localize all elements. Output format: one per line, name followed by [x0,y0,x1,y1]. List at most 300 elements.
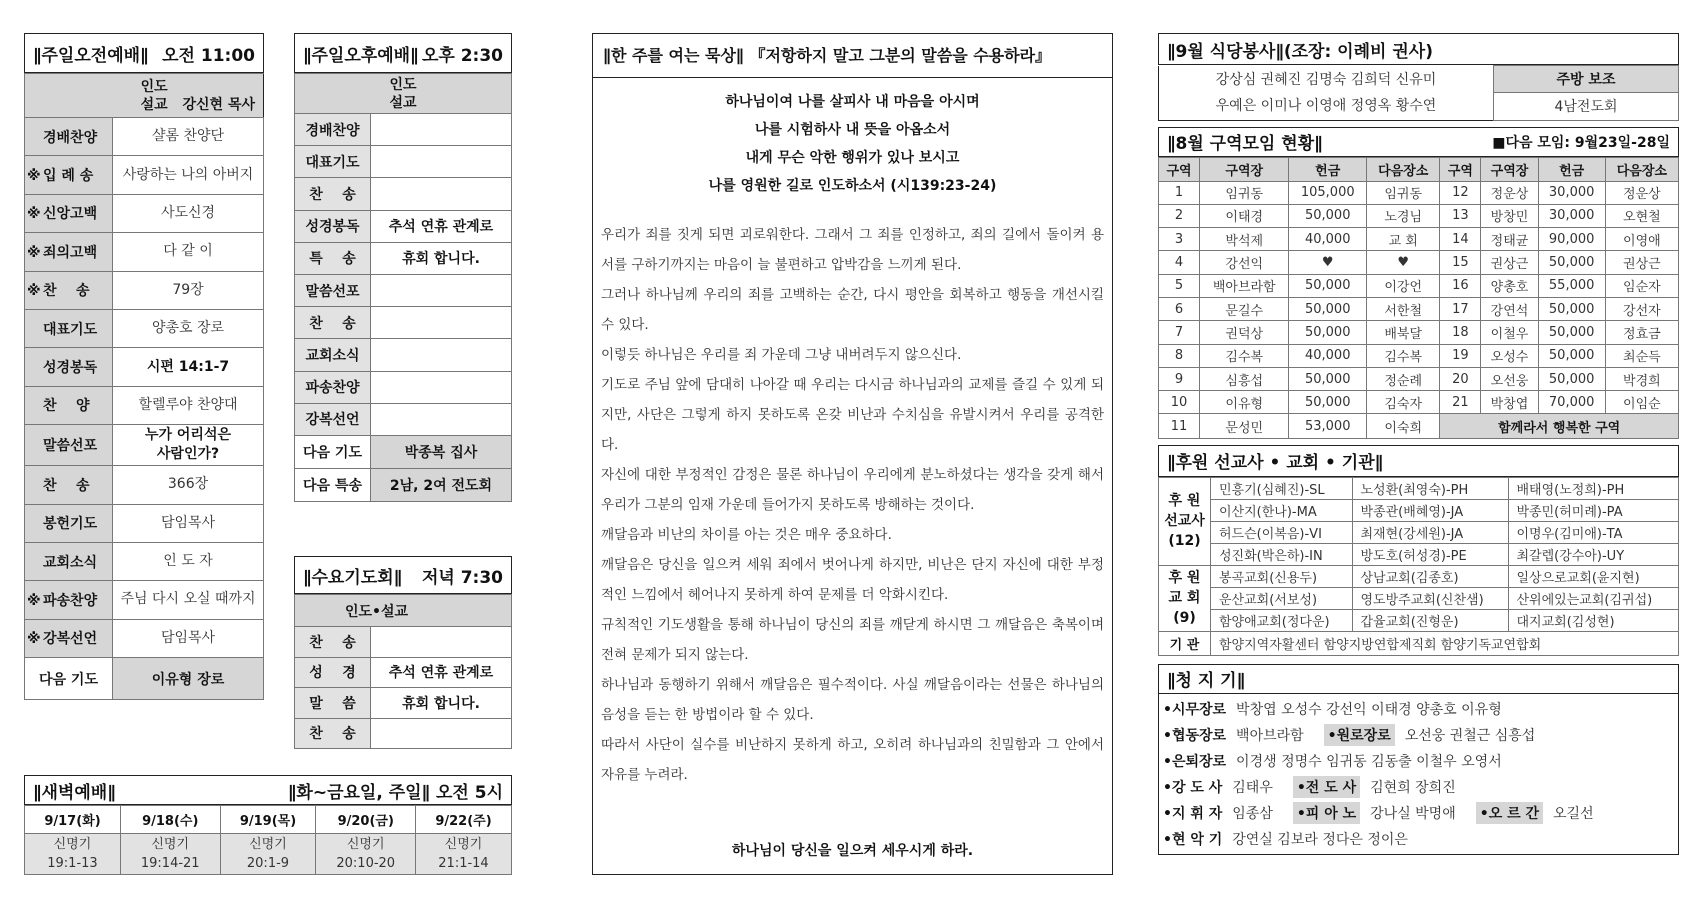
dawn-header [24,775,512,805]
district-cell: 10 [1159,391,1200,414]
district-cell: 정운상 [1605,181,1678,204]
support-row [1159,521,1679,543]
district-cell: 50,000 [1289,391,1367,414]
district-cell: 이태경 [1200,204,1289,227]
kitchen-title: ∥9월 식당봉사∥(조장: 이례비 권사) [1158,33,1679,65]
afternoon-row-value: 추석 연휴 관계로 [371,210,512,242]
meditation-paragraph: 따라서 사단이 실수를 비난하지 못하게 하고, 오히려 하나님과의 친밀함과 그 안에서 자유를 누려라. [601,737,1104,783]
district-cell: 50,000 [1289,367,1367,390]
morning-row-value: 주님 다시 오실 때까지 [113,581,264,619]
afternoon-rows [295,114,512,436]
wednesday-leader-label: 인도•설교 [295,595,512,627]
district-cell: 오현철 [1605,204,1678,227]
cleaning-names: 김현희 장희진 [1370,779,1456,796]
support-item: 대지교회(김성현) [1508,609,1679,631]
district-cell: 12 [1440,181,1481,204]
morning-title: ∥주일오전예배∥ [33,45,149,66]
district-cell: 13 [1440,204,1481,227]
dawn-verse: 21:1-14 [438,856,489,871]
morning-row-value: 샬롬 찬양단 [113,118,264,156]
dawn-time: ∥화~금요일, 주일∥ 오전 5시 [287,782,503,803]
cleaning-role: •협동장로 [1163,727,1227,744]
cleaning-row [1163,696,1674,722]
afternoon-row-value [371,307,512,339]
dawn-date: 9/19(목) [220,806,316,834]
morning-row-value: 할렐루야 찬양대 [113,386,264,424]
poem-line: 나를 시험하사 내 뜻을 아옵소서 [754,122,951,138]
district-cell: 16 [1440,274,1481,297]
support-missionaries [1159,477,1679,565]
district-cell: 50,000 [1538,321,1605,344]
morning-rows [25,118,264,658]
morning-row [25,118,264,156]
district-cell: 권상근 [1605,251,1678,274]
district-cell: 정순례 [1367,367,1440,390]
afternoon-row-label: 파송찬양 [295,371,371,403]
morning-leader-row [25,74,264,118]
district-cell: 이철우 [1481,321,1538,344]
district-cell: 강선익 [1200,251,1289,274]
poem-line: 하나님이여 나를 살피사 내 마음을 아시며 [725,94,980,110]
support-item: 민흥기(심혜진)-SL [1211,477,1353,499]
district-last-offering: 53,000 [1289,414,1367,439]
district-row [1159,228,1679,251]
meditation-paragraph: 깨달음은 당신을 일으켜 세워 죄에서 벗어나게 하지만, 비난은 단지 자신에 대한 부정적인 느낌에서 헤어나지 못하게 하여 문제를 더 악화시킨다. [601,557,1104,603]
afternoon-service [294,33,512,502]
cleaning-row [1163,774,1674,800]
morning-row [25,194,264,232]
wednesday-row-label: 찬 송 [295,718,371,749]
kitchen-names-2: 우예은 이미나 이영애 정영옥 황수연 [1215,97,1437,114]
support-row [1159,477,1679,499]
support-churches [1159,565,1679,631]
kitchen-helper-value: 4남전도회 [1494,93,1679,120]
district-header-cell: 구역장 [1200,157,1289,181]
meditation-paragraph: 규칙적인 기도생활을 통해 하나님이 당신의 죄를 깨닫게 하시면 그 깨달음은 축복이며 전혀 문제가 되지 않는다. [601,617,1104,663]
district-cell: 문길수 [1200,297,1289,320]
cleaning-row [1163,800,1674,826]
meditation-paragraph: 우리가 죄를 짓게 되면 괴로워한다. 그래서 그 죄를 인정하고, 죄의 길에서 돌이켜 용서를 구하기까지는 마음이 늘 불편하고 압박감을 느끼게 된다. [601,227,1104,273]
district-cell: 오성수 [1481,344,1538,367]
morning-time: 오전 11:00 [162,45,255,66]
wednesday-header [294,556,512,594]
district-cell: 심흥섭 [1200,367,1289,390]
morning-service [24,33,264,700]
support-item: 최갈렙(강수아)-UY [1508,543,1679,565]
morning-row-label: 대표기도 [43,321,98,338]
afternoon-row-label: 성경봉독 [295,210,371,242]
cleaning-role: •오 르 간 [1476,802,1543,824]
cleaning-names: 강나실 박명애 [1370,805,1456,822]
morning-row-label-cell [25,233,113,271]
district-cell: 9 [1159,367,1200,390]
cleaning-names: 오길선 [1553,805,1594,822]
district-row [1159,297,1679,320]
support-item: 배태영(노정희)-PH [1508,477,1679,499]
district-cell: 김수복 [1200,344,1289,367]
morning-row [25,581,264,619]
district-cell: 105,000 [1289,181,1367,204]
district-cell: 30,000 [1538,181,1605,204]
dawn-book: 신명기 [444,837,483,852]
morning-row-label: 찬 송 [43,477,90,494]
morning-row-value: 366장 [113,466,264,504]
dawn-reading [316,834,416,875]
dawn-reading [220,834,316,875]
afternoon-time: 오후 2:30 [421,45,503,66]
district-head-row [1159,157,1679,181]
district-row [1159,274,1679,297]
district-cell: 임순자 [1605,274,1678,297]
afternoon-row-value: 휴회 합니다. [371,242,512,274]
cleaning-role: •강 도 사 [1163,779,1223,796]
district-cell: 이임순 [1605,391,1678,414]
meditation-paragraph: 이렇듯 하나님은 우리를 죄 가운데 그냥 내버려두지 않으신다. [601,347,962,363]
morning-row-value: 사도신경 [113,194,264,232]
meditation-paragraph: 자신에 대한 부정적인 감정은 물론 하나님이 우리에게 분노하셨다는 생각을 갖게 해서 우리가 그분의 임재 가운데 들어가지 못하도록 방해하는 것이다. [601,467,1104,513]
district-cell: 50,000 [1289,204,1367,227]
morning-leader: 강신현 목사 [182,96,255,113]
district-next: ■다음 모임: 9월23일-28일 [1492,134,1670,151]
afternoon-table [294,73,512,502]
district-cell: 권덕상 [1200,321,1289,344]
morning-leader-label: 인도 설교 [140,78,168,113]
cleaning-title: ∥청 지 기∥ [1158,664,1679,694]
meditation-paragraph: 깨달음과 비난의 차이를 아는 것은 매우 중요하다. [601,527,892,543]
morning-row-label: 말씀선포 [43,438,98,455]
support-item: 박종민(허미례)-PA [1508,499,1679,521]
wednesday-row-label: 말 씀 [295,688,371,719]
dawn-service [24,775,512,875]
district-header-cell: 다음장소 [1605,157,1678,181]
morning-row-label: 파송찬양 [43,592,98,609]
dawn-book: 신명기 [346,837,385,852]
dawn-date: 9/20(금) [316,806,416,834]
morning-row [25,271,264,309]
afternoon-next1-value: 박종복 집사 [371,435,512,468]
morning-header [24,33,264,73]
support-item: 방도호(허성경)-PE [1352,543,1508,565]
morning-row-value: 양총호 장로 [113,309,264,347]
rise-mark: ※ [27,244,41,261]
district-cell: 강선자 [1605,297,1678,320]
district-cell: 양총호 [1481,274,1538,297]
afternoon-row [295,307,512,339]
morning-row-value: 79장 [113,271,264,309]
district-last-place: 이숙희 [1367,414,1440,439]
afternoon-row [295,114,512,146]
district-cell: 50,000 [1538,367,1605,390]
district-header-cell: 구역장 [1481,157,1538,181]
district-cell: 30,000 [1538,204,1605,227]
morning-row-label: 경배찬양 [43,129,98,146]
support-item: 영도방주교회(신찬샘) [1352,587,1508,609]
support-item: 허드슨(이복음)-VI [1211,521,1353,543]
dawn-reads-row [25,834,512,875]
district-last-num: 11 [1159,414,1200,439]
district-cell: 교 회 [1367,228,1440,251]
district-cell: 이유형 [1200,391,1289,414]
meditation-paragraph: 그러나 하나님께 우리의 죄를 고백하는 순간, 다시 평안을 회복하고 행동을 개선시킬 수 있다. [601,287,1104,333]
afternoon-row-label: 대표기도 [295,146,371,178]
dawn-book: 신명기 [53,837,92,852]
district-row [1159,367,1679,390]
morning-row-label-cell [25,581,113,619]
dawn-dates-row [25,806,512,834]
dawn-date: 9/18(수) [120,806,220,834]
wednesday-row-value [371,718,512,749]
kitchen-helper-label: 주방 보조 [1494,66,1679,93]
district-header-cell: 헌금 [1538,157,1605,181]
support-row [1159,587,1679,609]
morning-row-label-cell [25,619,113,657]
morning-row-value: 다 같 이 [113,233,264,271]
morning-row-value: 사랑하는 나의 아버지 [113,156,264,194]
afternoon-row-value [371,114,512,146]
morning-row-label-cell [25,156,113,194]
district-cell: 박경희 [1605,367,1678,390]
morning-row-label-cell [25,118,113,156]
district-cell: 이강언 [1367,274,1440,297]
district-cell: 40,000 [1289,228,1367,251]
district-cell: 이영애 [1605,228,1678,251]
district-last-row [1159,414,1679,439]
district-cell: 7 [1159,321,1200,344]
right-column [1158,33,1679,855]
district-cell: 18 [1440,321,1481,344]
poem-line: 내게 무슨 악한 행위가 있나 보시고 [745,150,960,166]
dawn-reading [416,834,512,875]
cleaning-names: 이경생 정명수 임귀동 김동출 이철우 오영서 [1236,753,1502,770]
afternoon-title: ∥주일오후예배∥ [303,45,419,66]
afternoon-row-label: 강복선언 [295,403,371,435]
district-cell: 19 [1440,344,1481,367]
wednesday-row [295,718,512,749]
district-cell: 1 [1159,181,1200,204]
dawn-verse: 19:14-21 [140,856,200,871]
kitchen-names [1159,66,1494,121]
morning-row [25,386,264,424]
morning-row-value: 인 도 자 [113,542,264,580]
morning-row-value: 담임목사 [113,504,264,542]
morning-row [25,504,264,542]
afternoon-next1-label: 다음 기도 [295,435,371,468]
district-cell: 서한철 [1367,297,1440,320]
district-cell: 임귀동 [1200,181,1289,204]
morning-row-label: 교회소식 [43,554,98,571]
dawn-book: 신명기 [151,837,190,852]
district-cell: 정태균 [1481,228,1538,251]
support-item: 상남교회(김종호) [1352,565,1508,587]
wednesday-row-label: 찬 송 [295,627,371,658]
wednesday-title: ∥수요기도회∥ [303,567,403,588]
morning-row-label-cell [25,271,113,309]
dawn-verse: 20:10-20 [336,856,396,871]
morning-next-value: 이유형 장로 [113,658,264,700]
cleaning-row [1163,748,1674,774]
district-cell: 50,000 [1538,251,1605,274]
afternoon-leader-label: 인도 설교 [295,74,512,114]
morning-row-label-cell [25,504,113,542]
district-cell: 6 [1159,297,1200,320]
district-table [1158,157,1679,439]
kitchen-names-1: 강상심 권혜진 김명숙 김희덕 신유미 [1215,71,1437,88]
district-header-cell: 헌금 [1289,157,1367,181]
district-cell: 14 [1440,228,1481,251]
afternoon-row-label: 경배찬양 [295,114,371,146]
cleaning-names: 김태우 [1232,779,1273,796]
morning-row-label: 봉헌기도 [43,516,98,533]
support-row [1159,499,1679,521]
district-row [1159,344,1679,367]
wednesday-time: 저녁 7:30 [421,567,503,588]
district-cell: 임귀동 [1367,181,1440,204]
district-cell: 강연석 [1481,297,1538,320]
cleaning-rows [1158,694,1679,855]
district-cell: 50,000 [1538,344,1605,367]
meditation-closing: 하나님이 당신을 일으켜 세우시게 하라. [731,843,974,859]
district-cell: 4 [1159,251,1200,274]
wednesday-table [294,594,512,749]
district-rows [1159,181,1679,414]
support-org-label: 기 관 [1159,631,1211,655]
cleaning-names: 박창엽 오성수 강선익 이태경 양총호 이유형 [1236,701,1502,718]
support-item: 성진화(박은하)-IN [1211,543,1353,565]
morning-row-label: 찬 양 [43,398,90,415]
meditation [592,33,1113,875]
support-item: 함양애교회(정다운) [1211,609,1353,631]
afternoon-row-value [371,274,512,306]
district-cell: 백아브라함 [1200,274,1289,297]
afternoon-row [295,371,512,403]
district-header [1158,127,1679,157]
morning-row [25,156,264,194]
afternoon-row-label: 찬 송 [295,307,371,339]
district-cell: 50,000 [1289,297,1367,320]
rise-mark: ※ [27,206,41,223]
afternoon-next2-value: 2남, 2여 전도회 [371,468,512,501]
district-cell: 90,000 [1538,228,1605,251]
support-item: 산위에있는교회(김귀섭) [1508,587,1679,609]
dawn-verse: 19:1-13 [47,856,98,871]
afternoon-row-label: 교회소식 [295,339,371,371]
cleaning-role: •지 휘 자 [1163,805,1223,822]
district-cell: 8 [1159,344,1200,367]
morning-row-label-cell [25,425,113,466]
support-row [1159,609,1679,631]
wednesday-rows [295,627,512,749]
support-item: 봉곡교회(신용두) [1211,565,1353,587]
district-header-cell: 구역 [1159,157,1200,181]
district-cell: 70,000 [1538,391,1605,414]
afternoon-row-label: 말씀선포 [295,274,371,306]
meditation-paragraph: 하나님과 동행하기 위해서 깨달음은 필수적이다. 사실 깨달음이라는 선물은 하나님의 음성을 듣는 한 방법이라 할 수 있다. [601,677,1104,723]
morning-row [25,233,264,271]
afternoon-row-value [371,371,512,403]
support-item: 이산지(한나)-MA [1211,499,1353,521]
cleaning-role: •은퇴장로 [1163,753,1227,770]
district-cell: 배북달 [1367,321,1440,344]
morning-row-label: 신앙고백 [43,206,98,223]
district-cell: ♥ [1289,251,1367,274]
support-orgs: 함양지역자활센터 함양지방연합제직회 함양기독교연합회 [1211,631,1679,655]
morning-row [25,348,264,386]
district-cell: 5 [1159,274,1200,297]
afternoon-row [295,274,512,306]
afternoon-row-label: 특 송 [295,242,371,274]
support-item: 최재현(강세원)-JA [1352,521,1508,543]
district-cell: 김숙자 [1367,391,1440,414]
cleaning-names: 백아브라함 [1236,727,1304,744]
district-cell: 15 [1440,251,1481,274]
meditation-paragraph: 기도로 주님 앞에 담대히 나아갈 때 우리는 다시금 하나님과의 교제를 즐길 수 있게 되지만, 사단은 그렇게 하지 못하도록 온갖 비난과 수치심을 유발시켜서 우리를 공격한다. [601,377,1104,453]
afternoon-row [295,178,512,210]
support-table [1158,477,1679,656]
support-item: 운산교회(서보성) [1211,587,1353,609]
morning-row-label-cell [25,386,113,424]
support-item: 갑율교회(진형운) [1352,609,1508,631]
cleaning-names: 임종삼 [1232,805,1273,822]
morning-row [25,619,264,657]
cleaning-role: •원로장로 [1324,724,1395,746]
afternoon-row-label: 찬 송 [295,178,371,210]
meditation-poem [593,78,1112,200]
wednesday-row-value [371,627,512,658]
morning-row-label-cell [25,194,113,232]
district-row [1159,321,1679,344]
district-cell: 17 [1440,297,1481,320]
morning-row-label-cell [25,348,113,386]
district-cell: 50,000 [1538,297,1605,320]
district-cell: 40,000 [1289,344,1367,367]
district-title: ∥8월 구역모임 현황∥ [1167,134,1323,154]
kitchen-table [1158,65,1679,121]
morning-table [24,73,264,700]
district-last-note: 함께라서 행복한 구역 [1440,414,1679,439]
afternoon-header [294,33,512,73]
morning-row-label: 찬 송 [43,283,90,300]
district-cell: ♥ [1367,251,1440,274]
afternoon-next2-label: 다음 특송 [295,468,371,501]
afternoon-row-value [371,403,512,435]
wednesday-row-value: 휴회 합니다. [371,688,512,719]
cleaning-role: •전 도 사 [1293,776,1360,798]
morning-row [25,542,264,580]
dawn-reading [25,834,121,875]
district-cell: 3 [1159,228,1200,251]
dawn-reading [120,834,220,875]
cleaning-role: •현 악 기 [1163,831,1223,848]
afternoon-row-value [371,339,512,371]
afternoon-row-value [371,146,512,178]
support-item: 이명우(김미애)-TA [1508,521,1679,543]
meditation-title: ∥한 주를 여는 묵상∥ 『저항하지 말고 그분의 말씀을 수용하라』 [593,34,1112,78]
district-cell: 50,000 [1289,274,1367,297]
district-row [1159,181,1679,204]
cleaning-names: 강연실 김보라 정다은 정이은 [1232,831,1408,848]
morning-row-label-cell [25,309,113,347]
dawn-title: ∥새벽예배∥ [33,782,116,803]
morning-row [25,466,264,504]
dawn-table [24,805,512,875]
support-item: 노성환(최영숙)-PH [1352,477,1508,499]
district-cell: 20 [1440,367,1481,390]
support-row [1159,543,1679,565]
meditation-body [593,200,1112,790]
morning-row [25,309,264,347]
rise-mark: ※ [27,592,41,609]
district-header-cell: 다음장소 [1367,157,1440,181]
